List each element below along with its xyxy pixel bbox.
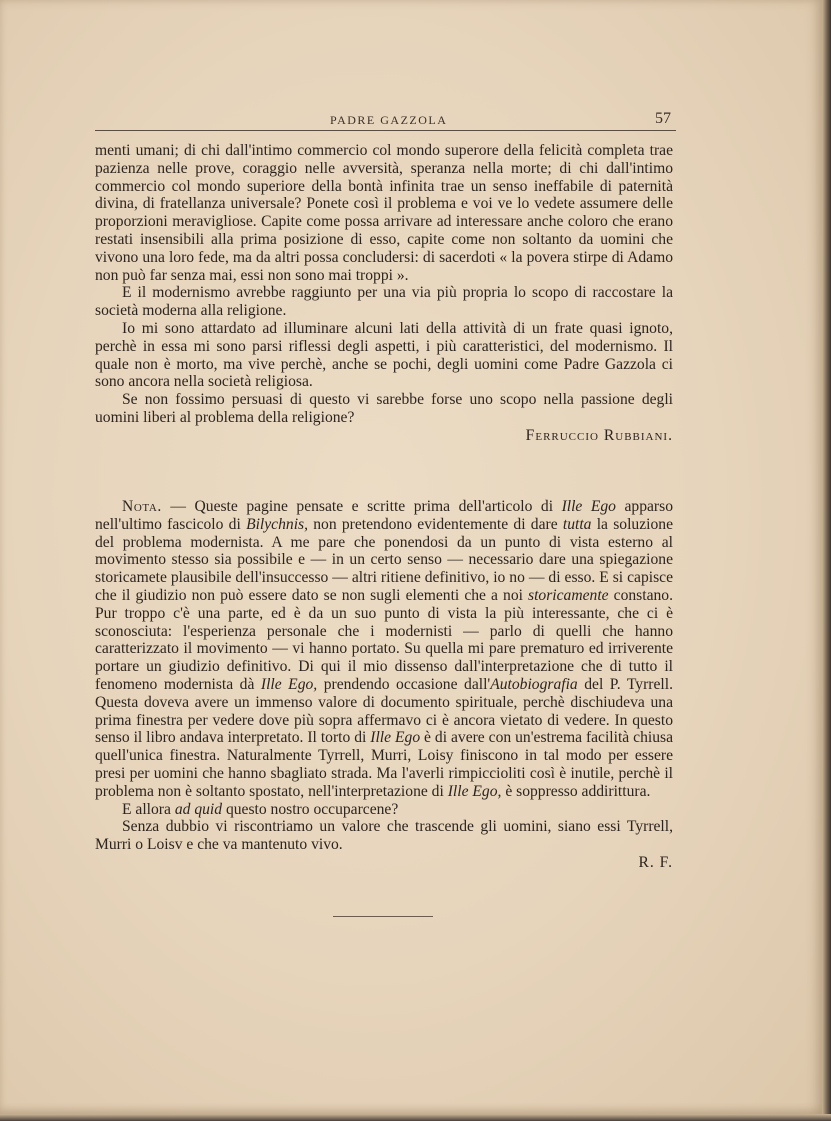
italic-title: Ille Ego,: [260, 675, 318, 693]
page-edge-right: [822, 0, 831, 1121]
note-paragraph-1: [95, 498, 673, 801]
running-title: PADRE GAZZOLA: [330, 113, 448, 127]
note-text: del P. Tyrrell. Questa doveva avere un immenso valore di documento spirituale, perchè dischiudeva una prima finestra per vedere dove più sopra affermavo ci è ancora vietato di vedere. In questo senso il libro andava interpretato. Il torto di: [95, 675, 673, 747]
note-text: è di avere con un'estrema facilità chiusa quell'unica finestra. Naturalmente Tyrrell, Murri, Loisy finiscono in tal modo per essere presi per uomini che hanno sbagliato strada. Ma l'averli rimpiccioliti così è inutile, perchè il problema non è soltanto spostato, nell'interpretazione di: [95, 729, 673, 800]
italic-title: Ille Ego: [370, 729, 421, 747]
paragraph-2: E il modernismo avrebbe raggiunto per una via più propria lo scopo di raccostare la società moderna alla religione.: [95, 284, 673, 320]
italic-title: Ille Ego: [561, 498, 616, 515]
page-number: 57: [655, 110, 671, 127]
paragraph-3: Io mi sono attardato ad illuminare alcuni lati della attività di un frate quasi ignoto, perchè in essa mi sono parsi riflessi degli aspetti, i più caratteristici, del modernismo. Il quale non è morto, ma vive perchè, anche se pochi, degli uomini come Padre Gazzola ci sono ancora nella società religiosa.: [95, 319, 673, 391]
running-head: [95, 110, 675, 130]
italic-word: storicamente: [528, 586, 609, 604]
note-paragraph-3: Senza dubbio vi riscontriamo un valore che trascende gli uomini, siano essi Tyrrell, Murri o Loisv e che va mantenuto vivo.: [95, 818, 673, 854]
author-note: [95, 498, 673, 872]
note-text: è soppresso addirittura.: [501, 782, 651, 800]
italic-title: Autobiografia: [490, 675, 578, 693]
italic-phrase: ad quid: [174, 800, 223, 818]
author-signature: Ferruccio Rubbiani.: [525, 426, 673, 444]
note-text: E allora: [122, 800, 175, 818]
header-rule: [95, 130, 676, 131]
note-initials: R. F.: [638, 853, 673, 871]
italic-word: tutta: [562, 515, 592, 533]
end-rule: [333, 916, 433, 917]
paragraph-4: Se non fossimo persuasi di questo vi sarebbe forse uno scopo nella passione degli uomini liberi al problema della religione?: [95, 391, 673, 426]
note-text: — Queste pagine pensate e scritte prima dell'articolo di: [161, 498, 562, 515]
italic-title: Bilychnis,: [246, 515, 308, 533]
note-paragraph-2: [95, 801, 673, 819]
article-body: [95, 142, 673, 445]
page-edge-bottom: [0, 1114, 831, 1121]
paragraph-1: menti umani; di chi dall'intimo commercio col mondo superore della felicità completa trae pazienza nelle prove, coraggio nelle avversità, speranza nella morte; di chi dall'intimo commercio col mondo superiore della bontà infinita trae un senso ineffabile di paternità divina, di fratellanza universale? Ponete così il problema e voi ve lo vedete assumere delle proporzioni meravigliose. Capite come possa arrivare ad interessare anche coloro che erano restati insensibili alla prima posizione di esso, capite come non soltanto da uomini che vivono una loro fede, ma da altri possa concludersi: di sacerdoti « la povera stirpe di Adamo non può far senza mai, essi non sono mai troppi ».: [95, 142, 673, 284]
note-text: prendendo occasione dall': [317, 675, 491, 693]
note-text: constano. Pur troppo c'è una parte, ed è da un suo punto di vista la più interessante, che ci è sconosciuta: l'esperienza personale che i modernisti — parlo di quelli che hanno caratterizzato il movimento — vi hanno portato. Su quella mi pare prematuro ed irriverente portare un giudizio definitivo. Di qui il mio dissenso dall'interpretazione che di tutto il fenomeno modernista dà: [95, 586, 673, 693]
note-text: non pretendono evidentemente di dare: [308, 515, 563, 533]
note-label: Nota.: [122, 498, 162, 515]
note-text: apparso nell'ultimo fascicolo di: [95, 498, 673, 533]
note-text: questo nostro occuparcene?: [222, 800, 399, 818]
italic-title: Ille Ego,: [447, 782, 502, 800]
note-text: la soluzione del problema modernista. A me pare che ponendosi da un punto di vista esterno al movimento stesso sia possibile e — in un certo senso — necessario dare una spiegazione storicamete plausibile dell'insuccesso — altri ritiene definitivo, io no — di esso. E si capisce che il giudizio non può essere dato se non sugli elementi che a noi: [95, 515, 673, 604]
